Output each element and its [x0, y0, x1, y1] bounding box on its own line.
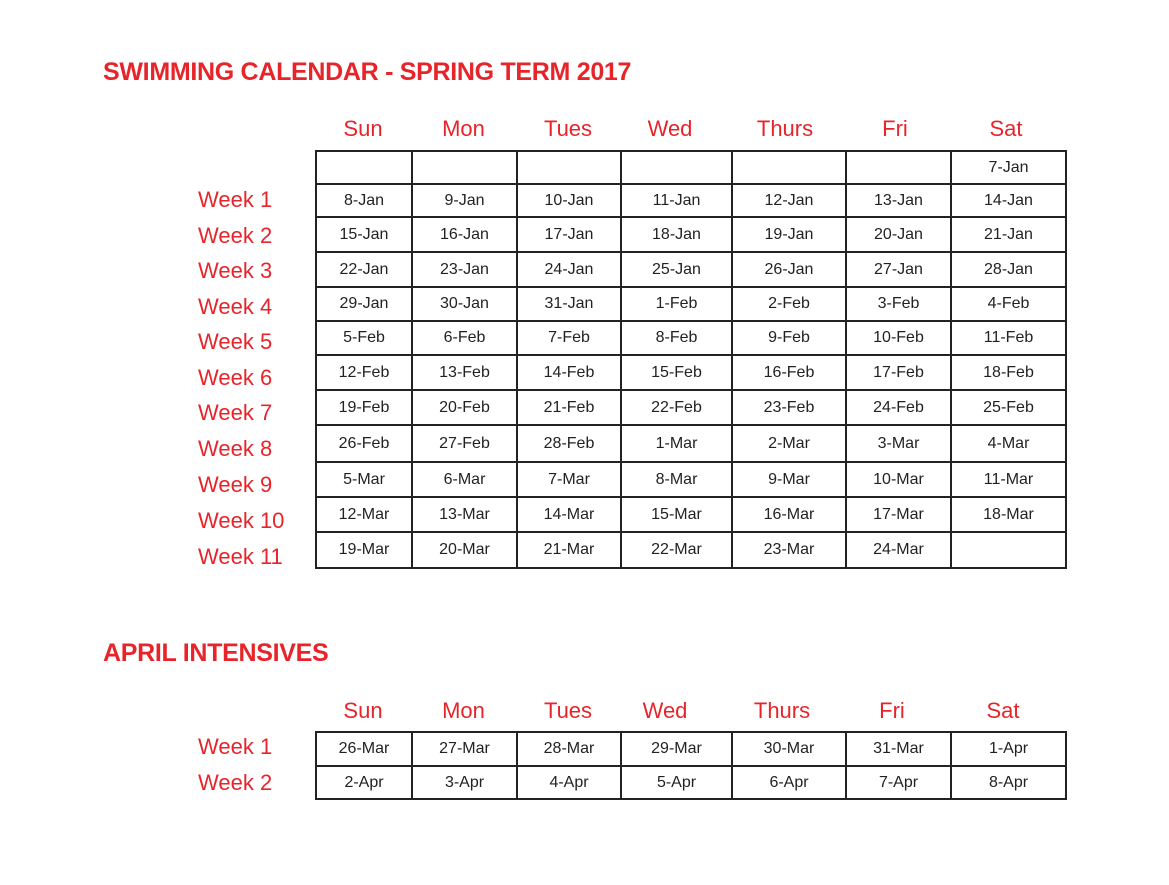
- date-cell: 19-Feb: [316, 390, 412, 425]
- date-cell: 22-Mar: [621, 532, 732, 568]
- date-cell: 1-Feb: [621, 287, 732, 321]
- date-cell: 26-Jan: [732, 252, 846, 287]
- table-row: [316, 462, 1066, 497]
- day-header-tues: Tues: [543, 698, 593, 723]
- date-cell: 18-Jan: [621, 217, 732, 252]
- table-row: [316, 184, 1066, 217]
- date-cell: 6-Apr: [732, 766, 846, 799]
- date-cell: [621, 151, 732, 184]
- table-row: [316, 151, 1066, 184]
- table-row: [316, 321, 1066, 355]
- date-cell: 14-Mar: [517, 497, 621, 532]
- date-cell: 30-Mar: [732, 732, 846, 766]
- week-label: Week 2: [198, 223, 273, 248]
- date-cell: 2-Mar: [732, 425, 846, 462]
- date-cell: 21-Jan: [951, 217, 1066, 252]
- date-cell: 6-Mar: [412, 462, 517, 497]
- date-cell: 16-Feb: [732, 355, 846, 390]
- spring-table-body: [316, 151, 1066, 568]
- table-row: [316, 390, 1066, 425]
- week-label: Week 9: [198, 472, 273, 497]
- date-cell: 9-Feb: [732, 321, 846, 355]
- table-row: [316, 732, 1066, 766]
- date-cell: 23-Jan: [412, 252, 517, 287]
- table-row: [316, 287, 1066, 321]
- date-cell: 16-Jan: [412, 217, 517, 252]
- date-cell: 25-Jan: [621, 252, 732, 287]
- date-cell: [732, 151, 846, 184]
- week-label: Week 1: [198, 187, 273, 212]
- date-cell: 2-Feb: [732, 287, 846, 321]
- date-cell: 26-Feb: [316, 425, 412, 462]
- date-cell: 15-Feb: [621, 355, 732, 390]
- date-cell: 21-Feb: [517, 390, 621, 425]
- day-header-sun: Sun: [343, 116, 383, 141]
- date-cell: 27-Feb: [412, 425, 517, 462]
- date-cell: 1-Apr: [951, 732, 1066, 766]
- date-cell: 19-Mar: [316, 532, 412, 568]
- table-row: [316, 425, 1066, 462]
- date-cell: 25-Feb: [951, 390, 1066, 425]
- date-cell: 24-Mar: [846, 532, 951, 568]
- table-row: [316, 217, 1066, 252]
- date-cell: 27-Jan: [846, 252, 951, 287]
- date-cell: 19-Jan: [732, 217, 846, 252]
- date-cell: 3-Mar: [846, 425, 951, 462]
- date-cell: [412, 151, 517, 184]
- date-cell: 3-Apr: [412, 766, 517, 799]
- date-cell: 20-Mar: [412, 532, 517, 568]
- date-cell: 24-Feb: [846, 390, 951, 425]
- date-cell: 4-Feb: [951, 287, 1066, 321]
- date-cell: 31-Mar: [846, 732, 951, 766]
- date-cell: 22-Feb: [621, 390, 732, 425]
- date-cell: 7-Jan: [951, 151, 1066, 184]
- date-cell: 4-Mar: [951, 425, 1066, 462]
- date-cell: 14-Jan: [951, 184, 1066, 217]
- date-cell: 28-Feb: [517, 425, 621, 462]
- week-label: Week 2: [198, 770, 273, 795]
- table-row: [316, 252, 1066, 287]
- date-cell: 23-Feb: [732, 390, 846, 425]
- week-label: Week 11: [198, 544, 283, 569]
- date-cell: 31-Jan: [517, 287, 621, 321]
- day-header-sun: Sun: [343, 698, 383, 723]
- date-cell: 10-Feb: [846, 321, 951, 355]
- date-cell: [316, 151, 412, 184]
- date-cell: 8-Feb: [621, 321, 732, 355]
- week-label: Week 6: [198, 365, 273, 390]
- date-cell: 17-Feb: [846, 355, 951, 390]
- table-row: [316, 766, 1066, 799]
- table-row: [316, 532, 1066, 568]
- date-cell: 20-Feb: [412, 390, 517, 425]
- date-cell: 11-Feb: [951, 321, 1066, 355]
- date-cell: 7-Feb: [517, 321, 621, 355]
- date-cell: 30-Jan: [412, 287, 517, 321]
- spring-title: SWIMMING CALENDAR - SPRING TERM 2017: [103, 58, 632, 86]
- date-cell: 12-Jan: [732, 184, 846, 217]
- date-cell: 4-Apr: [517, 766, 621, 799]
- date-cell: 23-Mar: [732, 532, 846, 568]
- week-label: Week 3: [198, 258, 273, 283]
- week-label: Week 1: [198, 734, 273, 759]
- date-cell: 7-Mar: [517, 462, 621, 497]
- date-cell: 13-Feb: [412, 355, 517, 390]
- date-cell: 13-Mar: [412, 497, 517, 532]
- day-header-sat: Sat: [986, 698, 1020, 723]
- date-cell: 7-Apr: [846, 766, 951, 799]
- date-cell: 18-Mar: [951, 497, 1066, 532]
- day-header-wed: Wed: [647, 116, 693, 141]
- date-cell: 17-Jan: [517, 217, 621, 252]
- week-label: Week 5: [198, 329, 273, 354]
- date-cell: 9-Jan: [412, 184, 517, 217]
- date-cell: 11-Jan: [621, 184, 732, 217]
- date-cell: 17-Mar: [846, 497, 951, 532]
- date-cell: 18-Feb: [951, 355, 1066, 390]
- date-cell: 28-Mar: [517, 732, 621, 766]
- week-label: Week 7: [198, 400, 273, 425]
- day-header-fri: Fri: [882, 116, 908, 141]
- date-cell: 5-Mar: [316, 462, 412, 497]
- date-cell: 10-Mar: [846, 462, 951, 497]
- april-table-body: [316, 732, 1066, 799]
- date-cell: 5-Feb: [316, 321, 412, 355]
- date-cell: [517, 151, 621, 184]
- day-header-mon: Mon: [442, 116, 485, 141]
- date-cell: 15-Mar: [621, 497, 732, 532]
- date-cell: 16-Mar: [732, 497, 846, 532]
- date-cell: 27-Mar: [412, 732, 517, 766]
- date-cell: 15-Jan: [316, 217, 412, 252]
- date-cell: 11-Mar: [951, 462, 1066, 497]
- week-label: Week 10: [198, 508, 285, 533]
- date-cell: 12-Feb: [316, 355, 412, 390]
- day-header-thurs: Thurs: [756, 116, 814, 141]
- date-cell: [846, 151, 951, 184]
- week-label: Week 8: [198, 436, 273, 461]
- date-cell: 6-Feb: [412, 321, 517, 355]
- week-label: Week 4: [198, 294, 273, 319]
- date-cell: 29-Mar: [621, 732, 732, 766]
- table-row: [316, 497, 1066, 532]
- date-cell: 24-Jan: [517, 252, 621, 287]
- date-cell: 3-Feb: [846, 287, 951, 321]
- date-cell: 8-Mar: [621, 462, 732, 497]
- date-cell: 21-Mar: [517, 532, 621, 568]
- date-cell: 9-Mar: [732, 462, 846, 497]
- day-header-mon: Mon: [442, 698, 485, 723]
- date-cell: 22-Jan: [316, 252, 412, 287]
- day-header-thurs: Thurs: [753, 698, 811, 723]
- day-header-sat: Sat: [989, 116, 1023, 141]
- date-cell: 20-Jan: [846, 217, 951, 252]
- date-cell: 1-Mar: [621, 425, 732, 462]
- date-cell: 14-Feb: [517, 355, 621, 390]
- date-cell: 2-Apr: [316, 766, 412, 799]
- date-cell: 8-Apr: [951, 766, 1066, 799]
- spring-calendar-table: [315, 150, 1067, 569]
- spring-day-headers: [315, 114, 1066, 144]
- date-cell: 5-Apr: [621, 766, 732, 799]
- april-title: APRIL INTENSIVES: [103, 639, 329, 667]
- date-cell: 8-Jan: [316, 184, 412, 217]
- day-header-wed: Wed: [642, 698, 688, 723]
- day-header-fri: Fri: [879, 698, 905, 723]
- date-cell: [951, 532, 1066, 568]
- date-cell: 26-Mar: [316, 732, 412, 766]
- date-cell: 28-Jan: [951, 252, 1066, 287]
- date-cell: 10-Jan: [517, 184, 621, 217]
- date-cell: 12-Mar: [316, 497, 412, 532]
- date-cell: 13-Jan: [846, 184, 951, 217]
- april-day-headers: [315, 696, 1066, 726]
- day-header-tues: Tues: [543, 116, 593, 141]
- date-cell: 29-Jan: [316, 287, 412, 321]
- table-row: [316, 355, 1066, 390]
- april-calendar-table: [315, 731, 1067, 800]
